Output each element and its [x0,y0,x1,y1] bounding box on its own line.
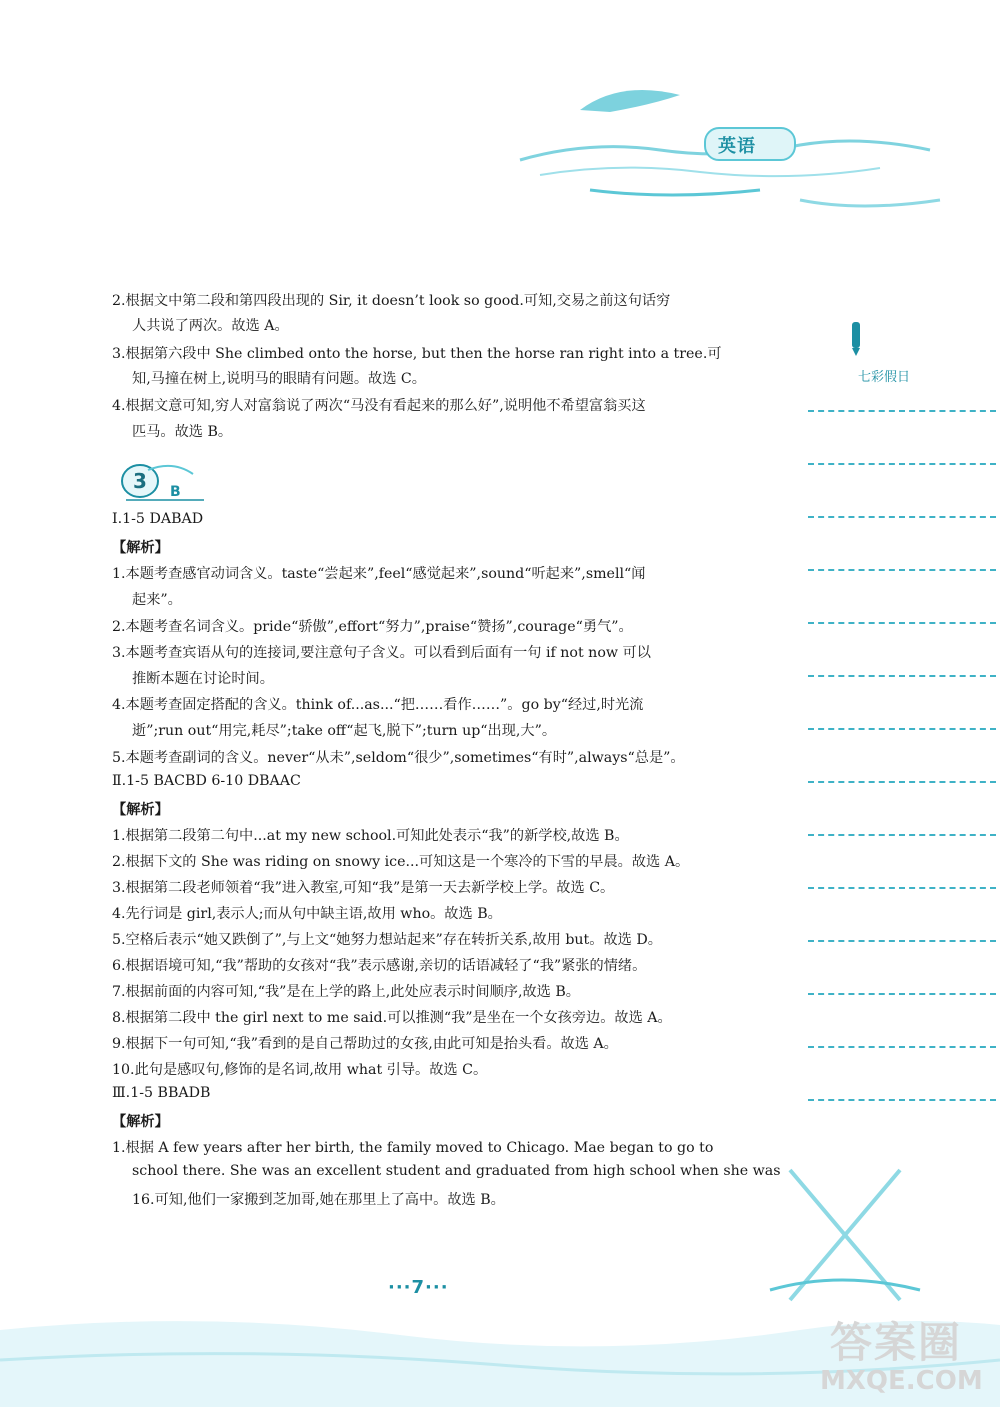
watermark-cn: 答案圈 [830,1318,963,1367]
watermark-en: MXQE.COM [820,1366,983,1396]
answer-line: 4.本题考查固定搭配的含义。think of...as...“把……看作……”。go by“经过,时光流 [112,697,644,713]
answer-line: 2.本题考查名词含义。pride“骄傲”,effort“努力”,praise“赞扬”,courage“勇气”。 [112,619,633,635]
answer-line: 知,马撞在树上,说明马的眼睛有问题。故选 C。 [132,371,426,387]
note-line [808,728,996,730]
note-line [808,516,996,518]
section-heading: 【解析】 [112,540,169,556]
answer-line: 6.根据语境可知,“我”帮助的女孩对“我”表示感谢,亲切的话语减轻了“我”紧张的情绪。 [112,958,647,974]
note-line [808,410,996,412]
section-letter: B [170,484,181,500]
answer-line: 5.空格后表示“她又跌倒了”,与上文“她努力想站起来”存在转折关系,故用 but。故选 D。 [112,932,662,948]
pen-icon [846,320,870,360]
answer-line: Ⅱ.1-5 BACBD 6-10 DBAAC [112,773,301,789]
answer-line: 7.根据前面的内容可知,“我”是在上学的路上,此处应表示时间顺序,故选 B。 [112,984,580,1000]
note-line [808,781,996,783]
answer-line: 3.根据第六段中 She climbed onto the horse, but then the horse ran right into a tree.可 [112,346,722,362]
answer-line: 5.本题考查副词的含义。never“从未”,seldom“很少”,sometimes“有时”,always“总是”。 [112,750,685,766]
answer-line: 3.本题考查宾语从句的连接词,要注意句子含义。可以看到后面有一句 if not now 可以 [112,645,651,661]
answer-line: 8.根据第二段中 the girl next to me said.可以推测“我”是坐在一个女孩旁边。故选 A。 [112,1010,672,1026]
note-line [808,569,996,571]
note-line [808,622,996,624]
note-line [808,675,996,677]
section-heading: 【解析】 [112,802,169,818]
side-brand: 七彩假日 [858,370,911,385]
watermark [800,1310,990,1400]
answer-line: 2.根据下文的 She was riding on snowy ice...可知这是一个寒冷的下雪的早晨。故选 A。 [112,854,690,870]
answer-line: Ⅰ.1-5 DABAD [112,511,204,527]
page-number: ···7··· [388,1277,449,1298]
answer-line: 匹马。故选 B。 [132,424,233,440]
answer-line: Ⅲ.1-5 BBADB [112,1085,211,1101]
answer-line: 4.根据文意可知,穷人对富翁说了两次“马没有看起来的那么好”,说明他不希望富翁买这 [112,398,646,414]
corner-decoration [760,1150,930,1320]
answer-line: 9.根据下一句可知,“我”看到的是自己帮助过的女孩,由此可知是抬头看。故选 A。 [112,1036,618,1052]
answer-line: 1.根据 A few years after her birth, the family moved to Chicago. Mae began to go to [112,1140,714,1156]
answer-line: 逝”;run out“用完,耗尽”;take off“起飞,脱下”;turn up“出现,大”。 [132,723,557,739]
answer-line: 起来”。 [132,592,182,608]
note-line [808,834,996,836]
note-line [808,940,996,942]
answer-line: 推断本题在讨论时间。 [132,671,274,687]
note-line [808,993,996,995]
note-line [808,887,996,889]
note-line [808,463,996,465]
answer-line: 1.本题考查感官动词含义。taste“尝起来”,feel“感觉起来”,sound“听起来”,smell“闻 [112,566,646,582]
answer-line: 16.可知,他们一家搬到芝加哥,她在那里上了高中。故选 B。 [132,1192,505,1208]
answer-line: 2.根据文中第二段和第四段出现的 Sir, it doesn’t look so good.可知,交易之前这句话穷 [112,293,671,309]
answer-line: 人共说了两次。故选 A。 [132,318,289,334]
answer-line: 1.根据第二段第二句中...at my new school.可知此处表示“我”的新学校,故选 B。 [112,828,629,844]
note-line [808,1046,996,1048]
note-line [808,1099,996,1101]
answer-line: 3.根据第二段老师领着“我”进入教室,可知“我”是第一天去新学校上学。故选 C。 [112,880,615,896]
section-badge [118,460,208,502]
subject-title: 英语 [718,136,756,157]
answer-line: 4.先行词是 girl,表示人;而从句中缺主语,故用 who。故选 B。 [112,906,502,922]
answer-line: 10.此句是感叹句,修饰的是名词,故用 what 引导。故选 C。 [112,1062,488,1078]
section-number: 3 [133,469,147,493]
section-heading: 【解析】 [112,1114,169,1130]
answer-line: school there. She was an excellent student and graduated from high school when she was [132,1163,781,1179]
